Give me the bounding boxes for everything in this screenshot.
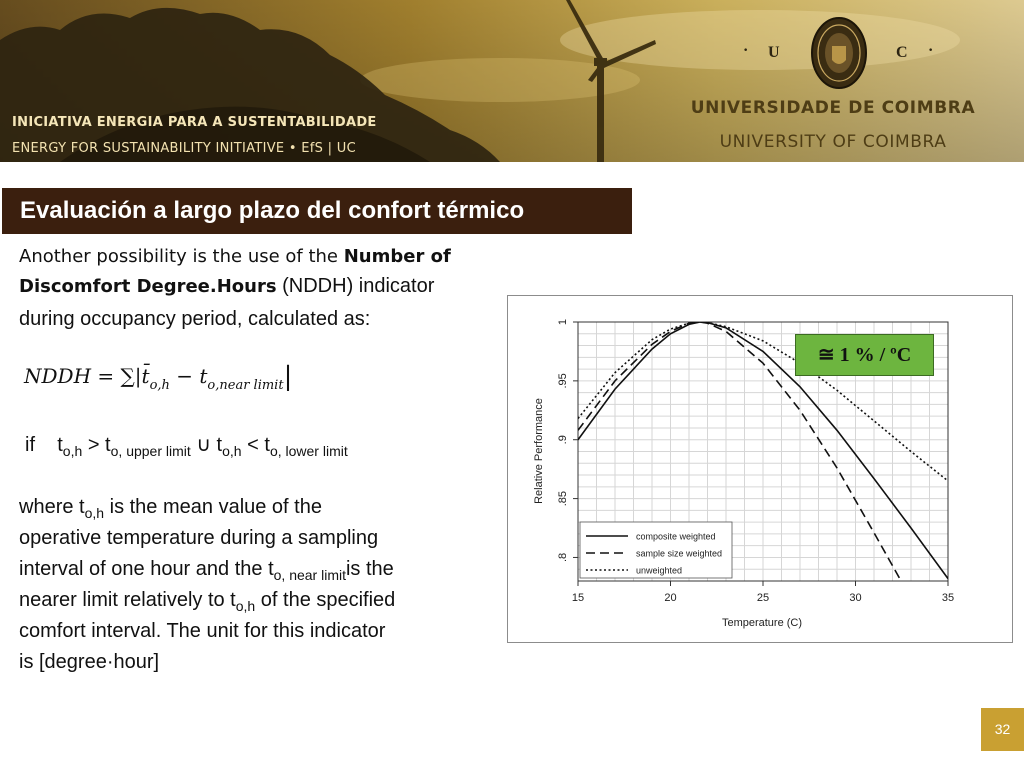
legend-label: unweighted: [636, 565, 683, 576]
intro-bold-2: Discomfort Degree.Hours: [19, 276, 277, 297]
intro-line-3: during occupancy period, calculated as:: [19, 308, 371, 330]
legend-label: sample size weighted: [636, 548, 723, 559]
cond-gt: > t: [82, 434, 111, 456]
formula-sub-oh: o,h: [149, 378, 170, 393]
where-3b: is the: [345, 558, 394, 580]
intro-line-2: [19, 271, 434, 302]
header-banner: [0, 0, 1024, 162]
x-axis-label: Temperature (C): [721, 617, 803, 629]
cond-lt: < t: [241, 434, 270, 456]
cond-sub-oh: o,h: [62, 443, 83, 459]
condition-line: [25, 432, 348, 459]
slide-title: Evaluación a largo plazo del confort térmico: [20, 197, 525, 224]
initiative-title-en: ENERGY FOR SUSTAINABILITY INITIATIVE • EfS | UC: [12, 141, 356, 156]
x-tick-label: 25: [756, 592, 770, 604]
y-axis-label: Relative Performance: [533, 398, 545, 504]
slope-badge: ≅ 1 % / ºC: [795, 334, 934, 376]
intro-bold-1: Number of: [343, 246, 451, 267]
dot-separator-left: ·: [743, 42, 749, 59]
page-number: 32: [981, 708, 1024, 751]
y-tick-label: .95: [557, 373, 569, 389]
uc-letter-u: U: [768, 44, 780, 61]
formula-close: |: [283, 362, 293, 392]
intro-text-2: (NDDH) indicator: [276, 275, 435, 297]
formula-minus: − t: [169, 364, 208, 388]
cond-if: if: [25, 434, 35, 456]
y-tick-label: .8: [557, 552, 569, 563]
nddh-formula: [24, 362, 292, 393]
cond-sub-oh-2: o,h: [222, 443, 242, 459]
x-tick-label: 15: [571, 592, 585, 604]
university-seal-icon: [810, 16, 868, 90]
where-1a: where t: [19, 496, 85, 518]
intro-line-1: [19, 241, 451, 272]
formula-lhs: NDDH: [24, 364, 92, 388]
y-tick-label: .9: [557, 435, 569, 445]
chart-frame: [507, 295, 1013, 643]
intro-text-1: Another possibility is the use of the: [19, 246, 344, 267]
legend-label: composite weighted: [636, 531, 716, 542]
initiative-title-pt: INICIATIVA ENERGIA PARA A SUSTENTABILIDADE: [12, 115, 377, 130]
where-3a: interval of one hour and the t: [19, 558, 274, 580]
formula-eq: = ∑|: [91, 364, 142, 388]
uc-letter-c: C: [896, 44, 908, 61]
cond-sub-lower: o, lower limit: [269, 443, 348, 459]
x-tick-label: 20: [664, 592, 677, 604]
performance-chart: [508, 296, 1011, 641]
university-name-en: UNIVERSITY OF COIMBRA: [719, 132, 947, 152]
cond-union: ∪: [190, 434, 217, 456]
cond-t: t: [57, 434, 63, 456]
x-tick-label: 30: [849, 592, 862, 604]
cond-sub-upper: o, upper limit: [110, 443, 191, 459]
where-1b: is the mean value of the: [104, 496, 322, 518]
university-name-pt: UNIVERSIDADE DE COIMBRA: [690, 98, 976, 118]
where-4b: of the specified: [255, 589, 396, 611]
where-4a: nearer limit relatively to t: [19, 589, 236, 611]
dot-separator-right: ·: [928, 42, 934, 59]
where-line-6: is [degree·hour]: [19, 651, 160, 673]
formula-tbar: t̄: [141, 364, 150, 388]
slide-title-bar: [2, 188, 632, 234]
x-tick-label: 35: [941, 592, 955, 604]
where-line-2: operative temperature during a sampling: [19, 527, 379, 549]
where-line-5: comfort interval. The unit for this indicator: [19, 620, 386, 642]
where-1-sub: o,h: [84, 505, 105, 521]
y-tick-label: .85: [557, 490, 569, 507]
formula-sub-near: o,near limit: [207, 378, 284, 393]
cond-t2: t: [216, 434, 223, 456]
where-3-sub: o, near limit: [273, 567, 346, 583]
y-tick-label: 1: [557, 318, 569, 326]
where-4-sub: o,h: [235, 598, 256, 614]
